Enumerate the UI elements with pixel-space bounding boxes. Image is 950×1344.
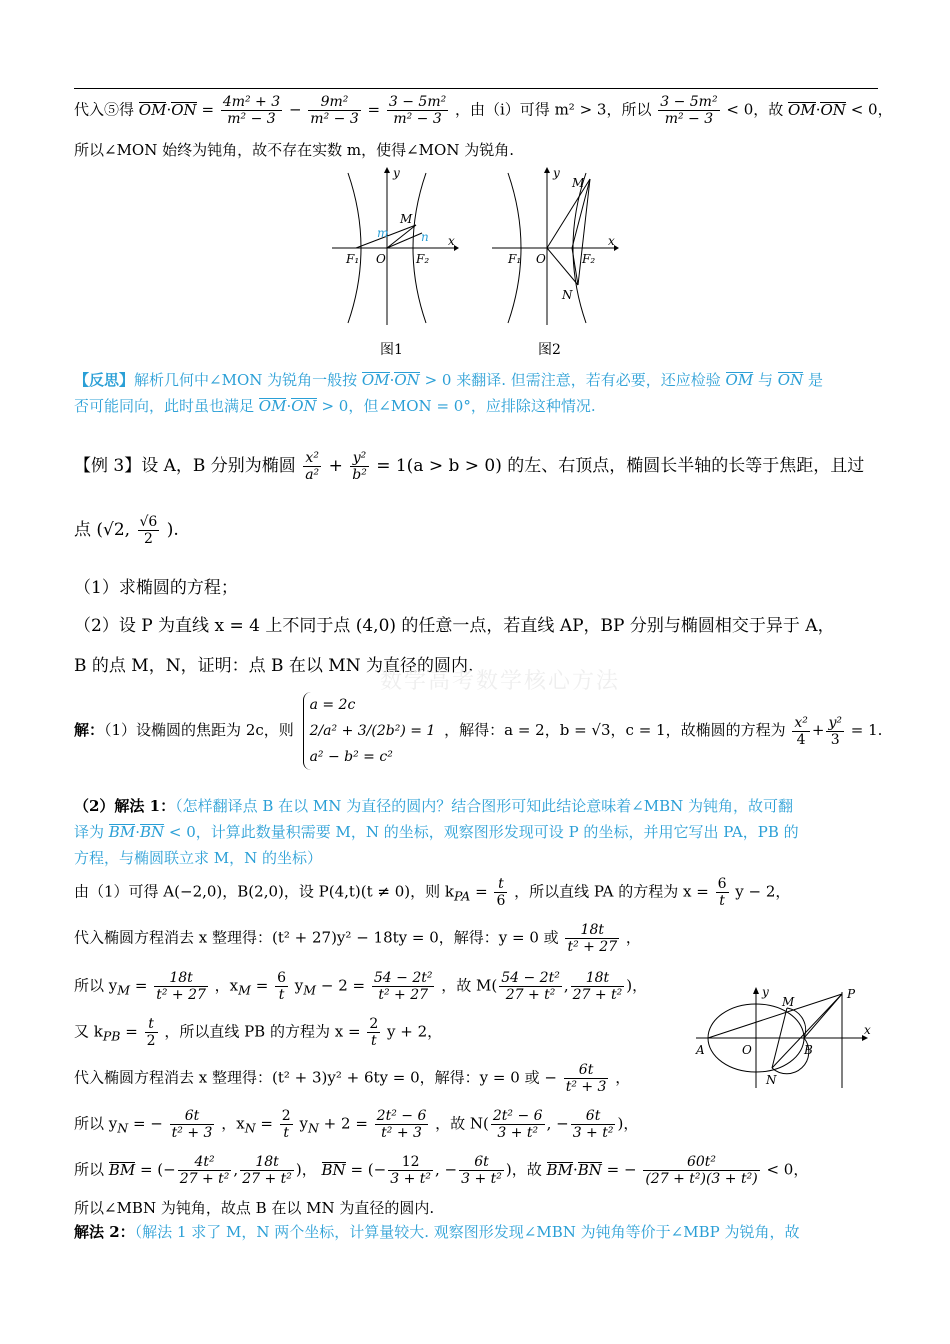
text: < 0， bbox=[850, 100, 893, 119]
label-o: O bbox=[536, 252, 546, 266]
subscript: PB bbox=[102, 1028, 121, 1044]
text: 又 k bbox=[74, 1022, 103, 1041]
y-axis-arrow bbox=[384, 167, 390, 173]
dot: · bbox=[815, 100, 821, 119]
text: 代入⑤得 bbox=[74, 100, 135, 119]
text: 【例 3】设 A，B 分别为椭圆 bbox=[74, 456, 296, 476]
label-f1: F₁ bbox=[346, 252, 360, 266]
vector-om: OM bbox=[361, 371, 390, 389]
example-line-2 bbox=[74, 514, 179, 547]
text: （1）设椭圆的焦距为 2c，则 bbox=[104, 721, 294, 739]
text: y bbox=[294, 976, 304, 995]
fraction: $\frac{6t}{\text{t² + 3}}$ bbox=[565, 1062, 607, 1095]
question-3: B 的点 M，N，证明：点 B 在以 MN 为直径的圆内. bbox=[74, 656, 474, 676]
vector-on: ON bbox=[171, 100, 197, 119]
subscript: M bbox=[117, 982, 131, 998]
label-f2: F₂ bbox=[416, 252, 430, 266]
y-axis-arrow bbox=[753, 987, 759, 994]
label-m: M bbox=[572, 176, 585, 190]
fraction: $\frac{6}{t}$ bbox=[277, 970, 287, 1003]
fraction: $\frac{18t}{\text{27 + t²}}$ bbox=[242, 1154, 292, 1187]
method1-label: （2）解法 1： bbox=[74, 797, 176, 815]
text: 解析几何中∠MON 为锐角一般按 bbox=[134, 371, 358, 389]
figure-2-hyperbola bbox=[490, 165, 620, 340]
equation: a² − b² = c² bbox=[309, 749, 393, 765]
text: y − 2， bbox=[735, 882, 791, 901]
fraction: $\frac{t}{2}$ bbox=[146, 1016, 156, 1049]
dot: · bbox=[389, 371, 395, 389]
line-ap bbox=[708, 994, 842, 1038]
text: = (− bbox=[139, 1160, 176, 1179]
vector-om: OM bbox=[788, 100, 816, 119]
label-y: y bbox=[393, 166, 400, 180]
reflection-tag: 【反思】 bbox=[74, 371, 135, 389]
label-n: N bbox=[562, 288, 573, 302]
fraction: $\frac{√6}{2}$ bbox=[139, 514, 158, 547]
subscript: N bbox=[117, 1120, 129, 1136]
fraction: $\frac{6}{t}$ bbox=[717, 876, 727, 909]
text: y bbox=[299, 1114, 308, 1133]
text: 译为 bbox=[74, 823, 105, 841]
equation: a = 2c bbox=[309, 697, 356, 713]
label-b: B bbox=[804, 1043, 813, 1057]
fraction: $\frac{6t}{\text{3 + t²}}$ bbox=[572, 1108, 614, 1141]
text: 所以 y bbox=[74, 976, 118, 995]
solution-label: 解： bbox=[74, 721, 105, 739]
text: ，由（i）可得 m² > 3，所以 bbox=[455, 100, 652, 119]
fraction: $\frac{12}{\text{3 + t²}}$ bbox=[390, 1154, 432, 1187]
text: = 1. bbox=[850, 721, 883, 739]
text: 代入椭圆方程消去 x 整理得：(t² + 3)y² + 6ty = 0，解得：y = 0 或 − bbox=[74, 1068, 557, 1087]
segment-on bbox=[387, 233, 422, 248]
vector-om: OM bbox=[725, 371, 754, 389]
header-rule bbox=[74, 88, 878, 89]
text: 是 bbox=[808, 371, 824, 389]
method1-row-7 bbox=[74, 1154, 808, 1187]
label-o: O bbox=[376, 252, 386, 266]
fraction: $\frac{\text{4m² + 3}}{\text{m² − 3}}$ bbox=[222, 94, 281, 127]
text: y + 2， bbox=[387, 1022, 443, 1041]
fraction: $\frac{t}{6}$ bbox=[496, 876, 506, 909]
vector-bm: BM bbox=[108, 1160, 136, 1179]
fraction: $\frac{\text{3 − 5m²}}{\text{m² − 3}}$ bbox=[388, 94, 447, 127]
dot: · bbox=[286, 397, 292, 415]
text: 由（1）可得 A(−2,0)，B(2,0)，设 P(4,t)(t ≠ 0)，则 k bbox=[74, 882, 454, 901]
vector-om: OM bbox=[258, 397, 287, 415]
text: < 0，计算此数量积需要 M，N 的坐标，观察图形发现可设 P 的坐标，并用它写出 PA，PB 的 bbox=[168, 823, 799, 841]
fraction: $\frac{2}{t}$ bbox=[281, 1108, 291, 1141]
text-line-1 bbox=[74, 94, 893, 127]
solution-line-1: 解：（1）设椭圆的焦距为 2c，则 a = 2c 2/a² + 3/(2b²) = 1 a² − b² = c² ，解得：a = 2，b = √3，c = 1，故椭圆的方程为 $\frac{\text{x²}}{4}$ + $\frac{\text{y²}}{3}$ = 1. bbox=[74, 692, 882, 770]
text: ， bbox=[625, 928, 641, 947]
vector-om: OM bbox=[138, 100, 167, 119]
fraction: $\frac{18t}{\text{t² + 27}}$ bbox=[156, 970, 206, 1003]
fraction: $\frac{6t}{\text{3 + t²}}$ bbox=[461, 1154, 502, 1187]
vector-bm: BM bbox=[108, 823, 136, 841]
text: ，所以直线 PA 的方程为 x = bbox=[514, 882, 709, 901]
text: − 2 = bbox=[320, 976, 366, 995]
text: + bbox=[328, 456, 343, 476]
text: )， bbox=[617, 1114, 639, 1133]
figure-2-caption: 图2 bbox=[538, 342, 561, 358]
fraction: $\frac{\text{54 − 2t²}}{\text{t² + 27}}$ bbox=[373, 970, 433, 1003]
text: ，x bbox=[221, 1114, 245, 1133]
figure-3-ellipse bbox=[692, 982, 874, 1092]
dot: · bbox=[572, 1160, 578, 1179]
text: < 0，故 bbox=[726, 100, 784, 119]
text: , bbox=[563, 976, 569, 995]
vector-on: ON bbox=[394, 371, 420, 389]
fraction: $\frac{2}{t}$ bbox=[369, 1016, 379, 1049]
text: = − bbox=[606, 1160, 637, 1179]
method1-row-6 bbox=[74, 1108, 638, 1141]
text: , bbox=[233, 1160, 239, 1179]
text: ，x bbox=[214, 976, 239, 995]
dot: · bbox=[166, 100, 172, 119]
label-line-m: m bbox=[377, 226, 389, 240]
text: + 2 = bbox=[323, 1114, 368, 1133]
label-line-n: n bbox=[421, 230, 429, 244]
method1-row-2 bbox=[74, 922, 641, 955]
fraction: $\frac{\text{x²}}{4}$ bbox=[794, 714, 808, 748]
text: = bbox=[475, 882, 488, 901]
watermark: 数学高考数学核心方法 bbox=[380, 669, 621, 694]
vector-bm: BM bbox=[546, 1160, 573, 1179]
fraction: $\frac{\text{4t²}}{\text{27 + t²}}$ bbox=[179, 1154, 230, 1187]
text: )， bbox=[626, 976, 648, 995]
question-1: （1）求椭圆的方程； bbox=[74, 578, 238, 598]
text: = bbox=[367, 100, 381, 119]
text: 所以 y bbox=[74, 1114, 118, 1133]
method1-row-1 bbox=[74, 876, 790, 909]
text: ，所以直线 PB 的方程为 x = bbox=[164, 1022, 361, 1041]
method2-label: 解法 2： bbox=[74, 1223, 135, 1241]
reflection-line-1 bbox=[74, 370, 823, 390]
method1-row-5 bbox=[74, 1062, 630, 1095]
vector-on: ON bbox=[291, 397, 317, 415]
vector-bn: BN bbox=[139, 823, 165, 841]
method1-line-1 bbox=[74, 796, 793, 816]
text: − bbox=[288, 100, 302, 119]
label-n: N bbox=[766, 1073, 777, 1087]
subscript: N bbox=[244, 1120, 256, 1136]
text: 所以 bbox=[74, 1160, 105, 1179]
equation-system bbox=[303, 692, 436, 770]
text: )， bbox=[295, 1160, 317, 1179]
fraction: $\frac{\text{9m²}}{\text{m² − 3}}$ bbox=[310, 94, 359, 127]
label-p: P bbox=[847, 987, 856, 1001]
text: , − bbox=[546, 1114, 569, 1133]
label-x: x bbox=[448, 234, 455, 248]
fraction: $\frac{\text{x²}}{\text{a²}}$ bbox=[305, 450, 320, 483]
label-m: M bbox=[400, 212, 413, 226]
label-m: M bbox=[782, 995, 795, 1009]
text: = bbox=[125, 1022, 138, 1041]
text: > 0 来翻译. 但需注意，若有必要，还应检验 bbox=[424, 371, 721, 389]
method1-line-2 bbox=[74, 822, 799, 842]
subscript: N bbox=[307, 1120, 319, 1136]
label-x: x bbox=[608, 234, 615, 248]
question-2: （2）设 P 为直线 x = 4 上不同于点 (4,0) 的任意一点，若直线 AP，BP 分别与椭圆相交于异于 A， bbox=[74, 616, 835, 636]
reflection-line-2 bbox=[74, 396, 596, 416]
label-a: A bbox=[696, 1043, 705, 1057]
text: ，故 N( bbox=[435, 1114, 489, 1133]
text: = 1(a > b > 0) 的左、右顶点，椭圆长半轴的长等于焦距，且过 bbox=[376, 456, 865, 476]
equation: 2/a² + 3/(2b²) = 1 bbox=[309, 723, 436, 739]
text: （解法 1 求了 M，N 两个坐标，计算量较大. 观察图形发现∠MBN 为钝角等价于∠MBP 为锐角，故 bbox=[134, 1223, 800, 1241]
label-y: y bbox=[762, 985, 769, 999]
text: < 0， bbox=[766, 1160, 809, 1179]
text: 否可能同向，此时虽也满足 bbox=[74, 397, 255, 415]
subscript: M bbox=[303, 982, 317, 998]
vector-on: ON bbox=[777, 371, 804, 389]
text: = bbox=[134, 976, 148, 995]
method1-row-4 bbox=[74, 1016, 442, 1049]
text: 与 bbox=[757, 371, 773, 389]
text: （怎样翻译点 B 在以 MN 为直径的圆内？结合图形可知此结论意味着∠MBN 为钝角，故可翻 bbox=[175, 797, 794, 815]
text: = (− bbox=[350, 1160, 387, 1179]
text: , − bbox=[435, 1160, 458, 1179]
fraction: $\frac{\text{2t² − 6}}{\text{3 + t²}}$ bbox=[492, 1108, 543, 1141]
text: 点 (√2, bbox=[74, 520, 131, 540]
fraction: $\frac{18t}{\text{27 + t²}}$ bbox=[572, 970, 623, 1003]
fraction: $\frac{\text{y²}}{3}$ bbox=[828, 714, 842, 748]
subscript: M bbox=[238, 982, 251, 998]
text: = bbox=[255, 976, 269, 995]
label-x: x bbox=[864, 1023, 871, 1037]
text: )，故 bbox=[505, 1160, 542, 1179]
label-o: O bbox=[742, 1043, 752, 1057]
figure-1-caption: 图1 bbox=[380, 342, 403, 358]
label-y: y bbox=[553, 166, 560, 180]
example-line-1 bbox=[74, 450, 864, 483]
text: ，解得：a = 2，b = √3，c = 1，故椭圆的方程为 bbox=[444, 721, 786, 739]
fraction: $\frac{\text{y²}}{\text{b²}}$ bbox=[352, 450, 367, 483]
fraction: $\frac{18t}{\text{t² + 27}}$ bbox=[567, 922, 618, 955]
text-line-2: 所以∠MON 始终为钝角，故不存在实数 m，使得∠MON 为锐角. bbox=[74, 141, 514, 159]
figure-1-hyperbola bbox=[330, 165, 460, 340]
segment-om bbox=[387, 225, 416, 248]
text: ，故 M( bbox=[441, 976, 498, 995]
label-f2: F₂ bbox=[582, 252, 596, 266]
text: > 0，但∠MON = 0°，应排除这种情况. bbox=[321, 397, 596, 415]
dot: · bbox=[135, 823, 140, 841]
circle-arc bbox=[772, 1008, 809, 1074]
method1-line-3: 方程，与椭圆联立求 M，N 的坐标） bbox=[74, 849, 323, 867]
text: 代入椭圆方程消去 x 整理得：(t² + 27)y² − 18ty = 0，解得：y = 0 或 bbox=[74, 928, 559, 947]
y-axis-arrow bbox=[544, 167, 550, 173]
text: = − bbox=[132, 1114, 163, 1133]
text: ， bbox=[615, 1068, 631, 1087]
vector-bn: BN bbox=[577, 1160, 602, 1179]
fraction: $\frac{\text{60t²}}{\text{(27 + t²)(3 + t²)}}$ bbox=[645, 1154, 758, 1187]
method2-line-1 bbox=[74, 1222, 799, 1242]
fraction: $\frac{\text{54 − 2t²}}{\text{27 + t²}}$ bbox=[501, 970, 560, 1003]
method1-row-8: 所以∠MBN 为钝角，故点 B 在以 MN 为直径的圆内. bbox=[74, 1199, 435, 1217]
subscript: PA bbox=[454, 888, 471, 904]
text: = bbox=[201, 100, 215, 119]
vector-on: ON bbox=[820, 100, 846, 119]
fraction: $\frac{\text{3 − 5m²}}{\text{m² − 3}}$ bbox=[660, 94, 718, 127]
text: = bbox=[260, 1114, 273, 1133]
fraction: $\frac{6t}{\text{t² + 3}}$ bbox=[171, 1108, 213, 1141]
label-f1: F₁ bbox=[508, 252, 522, 266]
fraction: $\frac{\text{2t² − 6}}{\text{t² + 3}}$ bbox=[376, 1108, 427, 1141]
text: ). bbox=[166, 520, 179, 540]
method1-row-3 bbox=[74, 970, 647, 1003]
vector-bn: BN bbox=[321, 1160, 346, 1179]
